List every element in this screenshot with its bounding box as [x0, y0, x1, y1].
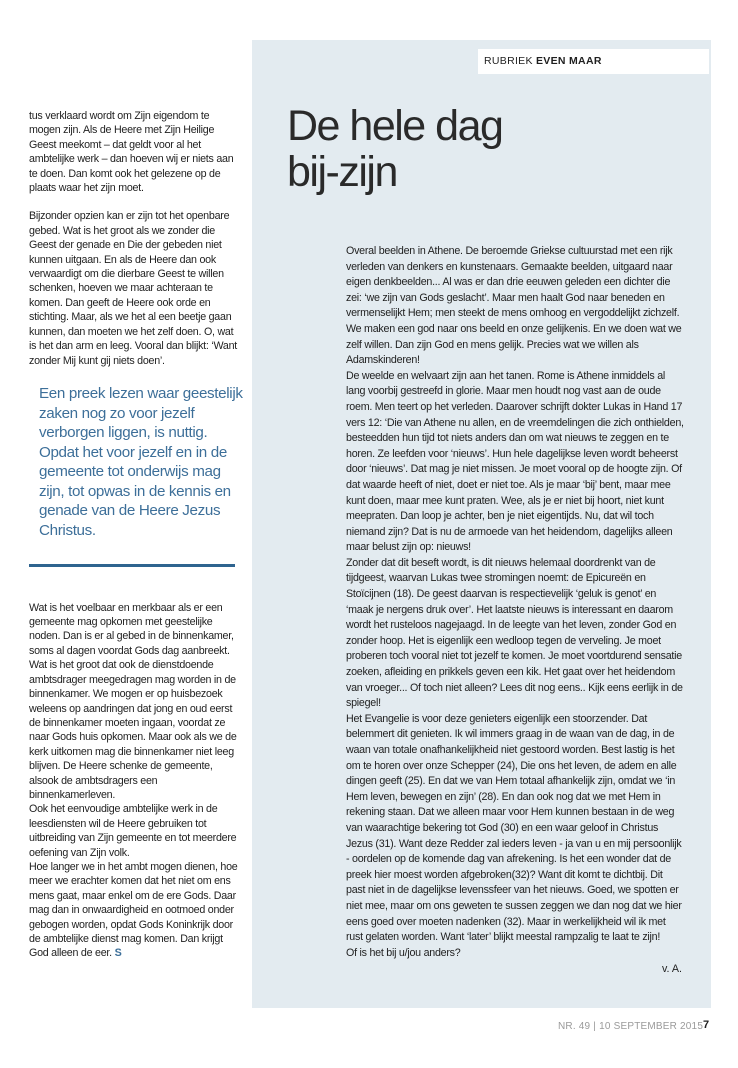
- left-paragraph-5: [29, 860, 243, 961]
- left-paragraph-4: Ook het eenvoudige ambtelijke werk in de leesdiensten wil de Heere gebruiken tot uitbreiding van Zijn gemeente en tot meerdere oefening van Zijn volk.: [29, 803, 237, 859]
- rubriek-name: EVEN MAAR: [536, 55, 602, 67]
- article-paragraph-4: Het Evangelie is voor deze genieters eigenlijk een stoorzender. Dat belemmert dit genieten. Ik wil immers graag in de waan van de dag, in de waan van totale onafhankelijkheid niet gestoord worden. Best lastig is het om te horen over onze Schepper (24), Die ons het leven, de adem en alle dingen geeft (25). En dat we van Hem totaal afhankelijk zijn, omdat we ‘in Hem leven, bewegen en zijn’ (28). En dan ook nog dat we met Hem in rekening staan. Dat we alleen maar voor Hem kunnen bestaan in de weg van waarachtige bekering tot God (30) en een waar geloof in Christus Jezus (31). Want deze Redder zal ieders leven - ja van u en mij persoonlijk - oordelen op de komende dag van afrekening. Is het een wonder dat de preek hier moest worden afgebroken(32)? Want dit komt te dichtbij. Dit past niet in de dagelijkse levenssfeer van het nieuws. Goed, we spotten er niet mee, maar om ons geweten te sussen zeggen we dan nog dat we hier eens goed over moeten nadenken (32). Maar in werkelijkheid wil ik met rust gelaten worden. Want ‘later’ blijkt meestal rampzalig te laat te zijn!: [346, 712, 682, 944]
- left-paragraph-5-text: Hoe langer we in het ambt mogen dienen, hoe meer we erachter komen dat het niet om ens mens gaat, maar enkel om de ere Gods. Daar mag dan in onwaardigheid en ootmoed onder gebogen worden, opdat Gods Koninkrijk door de ambtelijke dienst mag komen. Dan krijgt God alleen de eer.: [29, 860, 238, 960]
- page-number: 7: [703, 1019, 710, 1031]
- rubriek-prefix: RUBRIEK: [484, 55, 533, 67]
- article-paragraph-3: Zonder dat dit beseft wordt, is dit nieuws helemaal doordrenkt van de tijdgeest, waarvan Lukas twee stromingen noemt: de Epicureën en Stoïcijnen (18). De geest daarvan is respectievelijk ‘geluk is genot’ en ‘maak je nergens druk over’. Het laatste nieuws is interessant en daarom wordt het rusteloos nagejaagd. In de leegte van het leven, zonder God en zonder hoop. Het is eigenlijk een wedloop tegen de verveling. Je moet proberen toch vooral niet tot jezelf te komen. Je moet voortdurend sensatie zoeken, afleiding en prikkels geven een kik. Het gaat over het heidendom van vroeger... Of toch niet alleen? Lees dit nog eens.. Kijk eens eerlijk in de spiegel!: [346, 556, 683, 710]
- article-paragraph-1: Overal beelden in Athene. De beroemde Griekse cultuurstad met een rijk verleden van denkers en kunstenaars. Gemaakte beelden, uitgaard naar eigen denkbeelden... Al was er dan drie eeuwen geleden een dichter die zei: ‘we zijn van Gods geslacht’. Maar men haalt God naar beneden en vermenselijkt Hem; men steekt de mens omhoog en vergoddelijkt zichzelf. We maken een god naar ons beeld en onze gelijkenis. En we doen wat we zelf willen. Dan zijn God en mens gelijk. Precies wat we willen als Adamskinderen!: [346, 245, 682, 367]
- article-paragraph-2: De weelde en welvaart zijn aan het tanen. Rome is Athene inmiddels al lang voorbij gestreefd in glorie. Maar men houdt nog vast aan de oude roem. Men teert op het verleden. Daarover schrijft dokter Lukas in Hand 17 vers 12: ‘Die van Athene nu allen, en de vreemdelingen die zich onthielden, besteedden hun tijd tot niets anders dan om wat nieuws te zeggen en te horen. Ze leefden voor ‘nieuws’. Hun hele dagelijkse leven wordt beheerst door ‘nieuws’. Dat mag je niet missen. Je moet vooral op de hoogte zijn. Of dat waarde heeft of niet, doet er niet toe. Als je maar ‘bij’ bent, maar mee kunt doen, maar mee kunt praten. Wee, als je er niet bij hoort, niet kunt meepraten. Dan loop je achter, ben je niet eigentijds. Nu, dat wil toch niemand zijn? Dat is nu de armoede van het heidendom, dagelijks alleen maar belust zijn op: nieuws!: [346, 369, 684, 554]
- article-body: [346, 244, 684, 961]
- issue-info: NR. 49 | 10 SEPTEMBER 2015: [558, 1021, 704, 1032]
- left-paragraph-3: Wat is het voelbaar en merkbaar als er een gemeente mag opkomen met geestelijke noden. Dan is er al gebed in de binnenkamer, soms al dagen voordat Gods dag aanbreekt. Wat is het groot dat ook de dienstdoende ambtsdrager meegedragen mag worden in de binnenkamer. We mogen er op huisbezoek weleens op aandringen dat jong en oud eerst de binnenkamer moeten ingaan, voordat ze naar Gods huis opkomen. Maar ook als we de kerk uitkomen mag die binnenkamer niet leeg blijven. De Heere schenke de gemeente, alsook de ambtsdragers een binnenkamerleven.: [29, 601, 237, 801]
- title-line-2: bij-zijn: [287, 148, 397, 196]
- title-line-1: De hele dag: [287, 102, 503, 150]
- rubriek-label: [478, 49, 709, 74]
- pull-quote: Een preek lezen waar geestelijk zaken nog zo voor jezelf verborgen liggen, is nuttig. Opdat het voor jezelf en in de gemeente tot onderwijs mag zijn, tot opwas in de kennis en genade van de Heere Jezus Christus.: [39, 384, 243, 540]
- left-column: [29, 109, 243, 961]
- article-paragraph-5: Of is het bij u/jou anders?: [346, 946, 461, 959]
- end-mark-icon: S: [114, 947, 122, 960]
- author-signature: v. A.: [662, 963, 682, 975]
- article-title: [287, 103, 687, 195]
- left-paragraph-1: tus verklaard wordt om Zijn eigendom te mogen zijn. Als de Heere met Zijn Heilige Geest meekomt – dat geldt voor al het ambtelijke werk – dan hoeven wij er niets aan te doen. Dan komt ook het gelezene op de plaats waar het zijn moet.: [29, 110, 234, 195]
- pull-quote-divider: [29, 564, 235, 567]
- left-paragraph-2: Bijzonder opzien kan er zijn tot het openbare gebed. Wat is het groot als we zonder die Geest der genade en Die der gebeden niet kunnen uitgaan. En als de Heere dan ook verwaardigt om die dierbare Geest te willen schenken, hoeven we maar achteraan te komen. Dan geeft de Heere ook orde en stichting. Maar, als we het al een beetje gaan kunnen, dan moeten we het zelf doen. O, wat is het dan arm en leeg. Vooral dan blijkt: ‘Want zonder Mij kunt gij niets doen’.: [29, 210, 238, 367]
